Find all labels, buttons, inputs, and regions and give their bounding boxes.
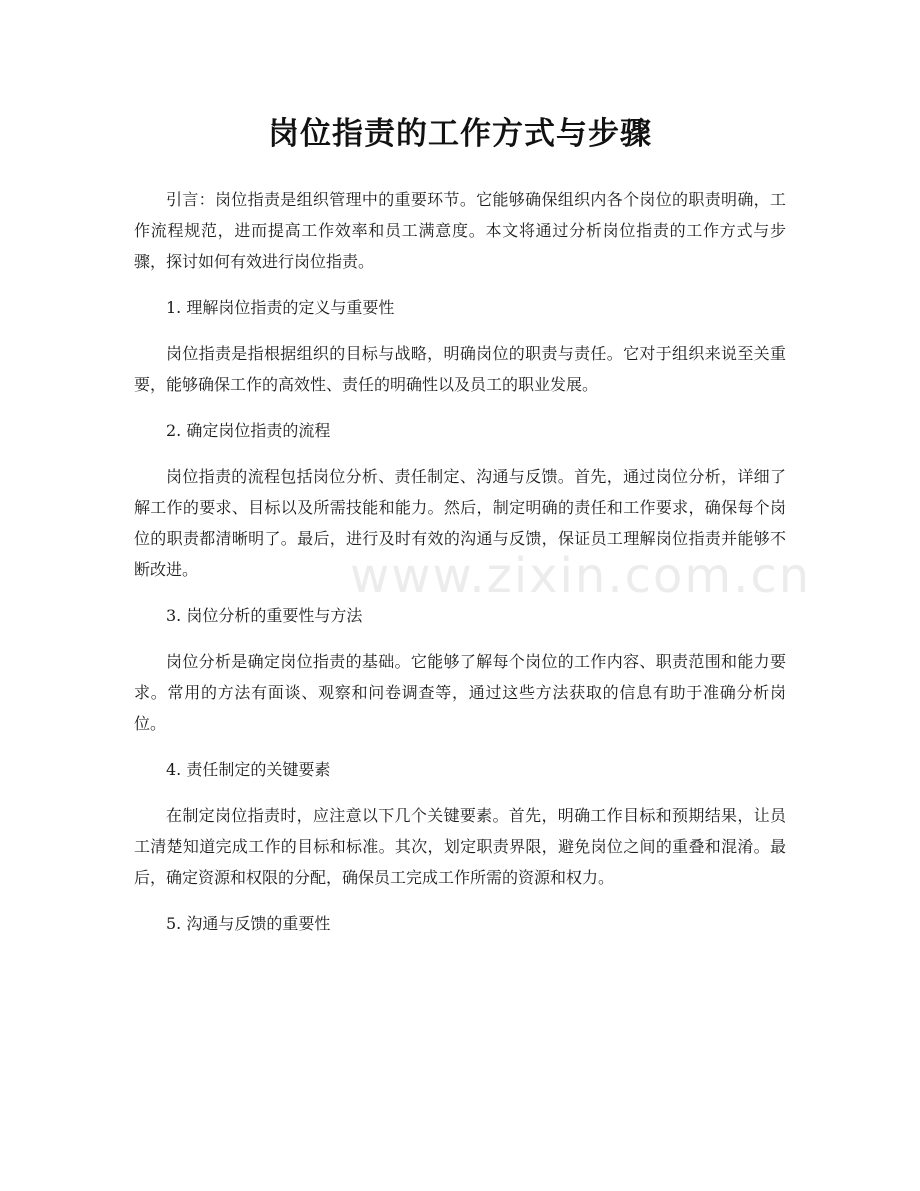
- section-heading-1: 1. 理解岗位指责的定义与重要性: [166, 298, 395, 317]
- document-body: [134, 184, 786, 954]
- section-heading-2: 2. 确定岗位指责的流程: [166, 421, 331, 440]
- section-paragraph-4: 在制定岗位指责时，应注意以下几个关键要素。首先，明确工作目标和预期结果，让员工清楚知道完成工作的目标和标准。其次，划定职责界限，避免岗位之间的重叠和混淆。最后，确定资源和权限的分配，确保员工完成工作所需的资源和权力。: [134, 806, 786, 887]
- intro-paragraph: 引言：岗位指责是组织管理中的重要环节。它能够确保组织内各个岗位的职责明确，工作流程规范，进而提高工作效率和员工满意度。本文将通过分析岗位指责的工作方式与步骤，探讨如何有效进行岗位指责。: [134, 190, 786, 271]
- section-paragraph-2: 岗位指责的流程包括岗位分析、责任制定、沟通与反馈。首先，通过岗位分析，详细了解工作的要求、目标以及所需技能和能力。然后，制定明确的责任和工作要求，确保每个岗位的职责都清晰明了。最后，进行及时有效的沟通与反馈，保证员工理解岗位指责并能够不断改进。: [134, 467, 786, 579]
- section-heading-4: 4. 责任制定的关键要素: [166, 760, 331, 779]
- section-heading-5: 5. 沟通与反馈的重要性: [166, 914, 331, 933]
- section-paragraph-1: 岗位指责是指根据组织的目标与战略，明确岗位的职责与责任。它对于组织来说至关重要，能够确保工作的高效性、责任的明确性以及员工的职业发展。: [134, 344, 786, 394]
- section-paragraph-3: 岗位分析是确定岗位指责的基础。它能够了解每个岗位的工作内容、职责范围和能力要求。常用的方法有面谈、观察和问卷调查等，通过这些方法获取的信息有助于准确分析岗位。: [134, 652, 786, 733]
- watermark: www.zixin.com.cn: [350, 548, 812, 604]
- section-heading-3: 3. 岗位分析的重要性与方法: [166, 606, 363, 625]
- page-title: 岗位指责的工作方式与步骤: [268, 116, 652, 152]
